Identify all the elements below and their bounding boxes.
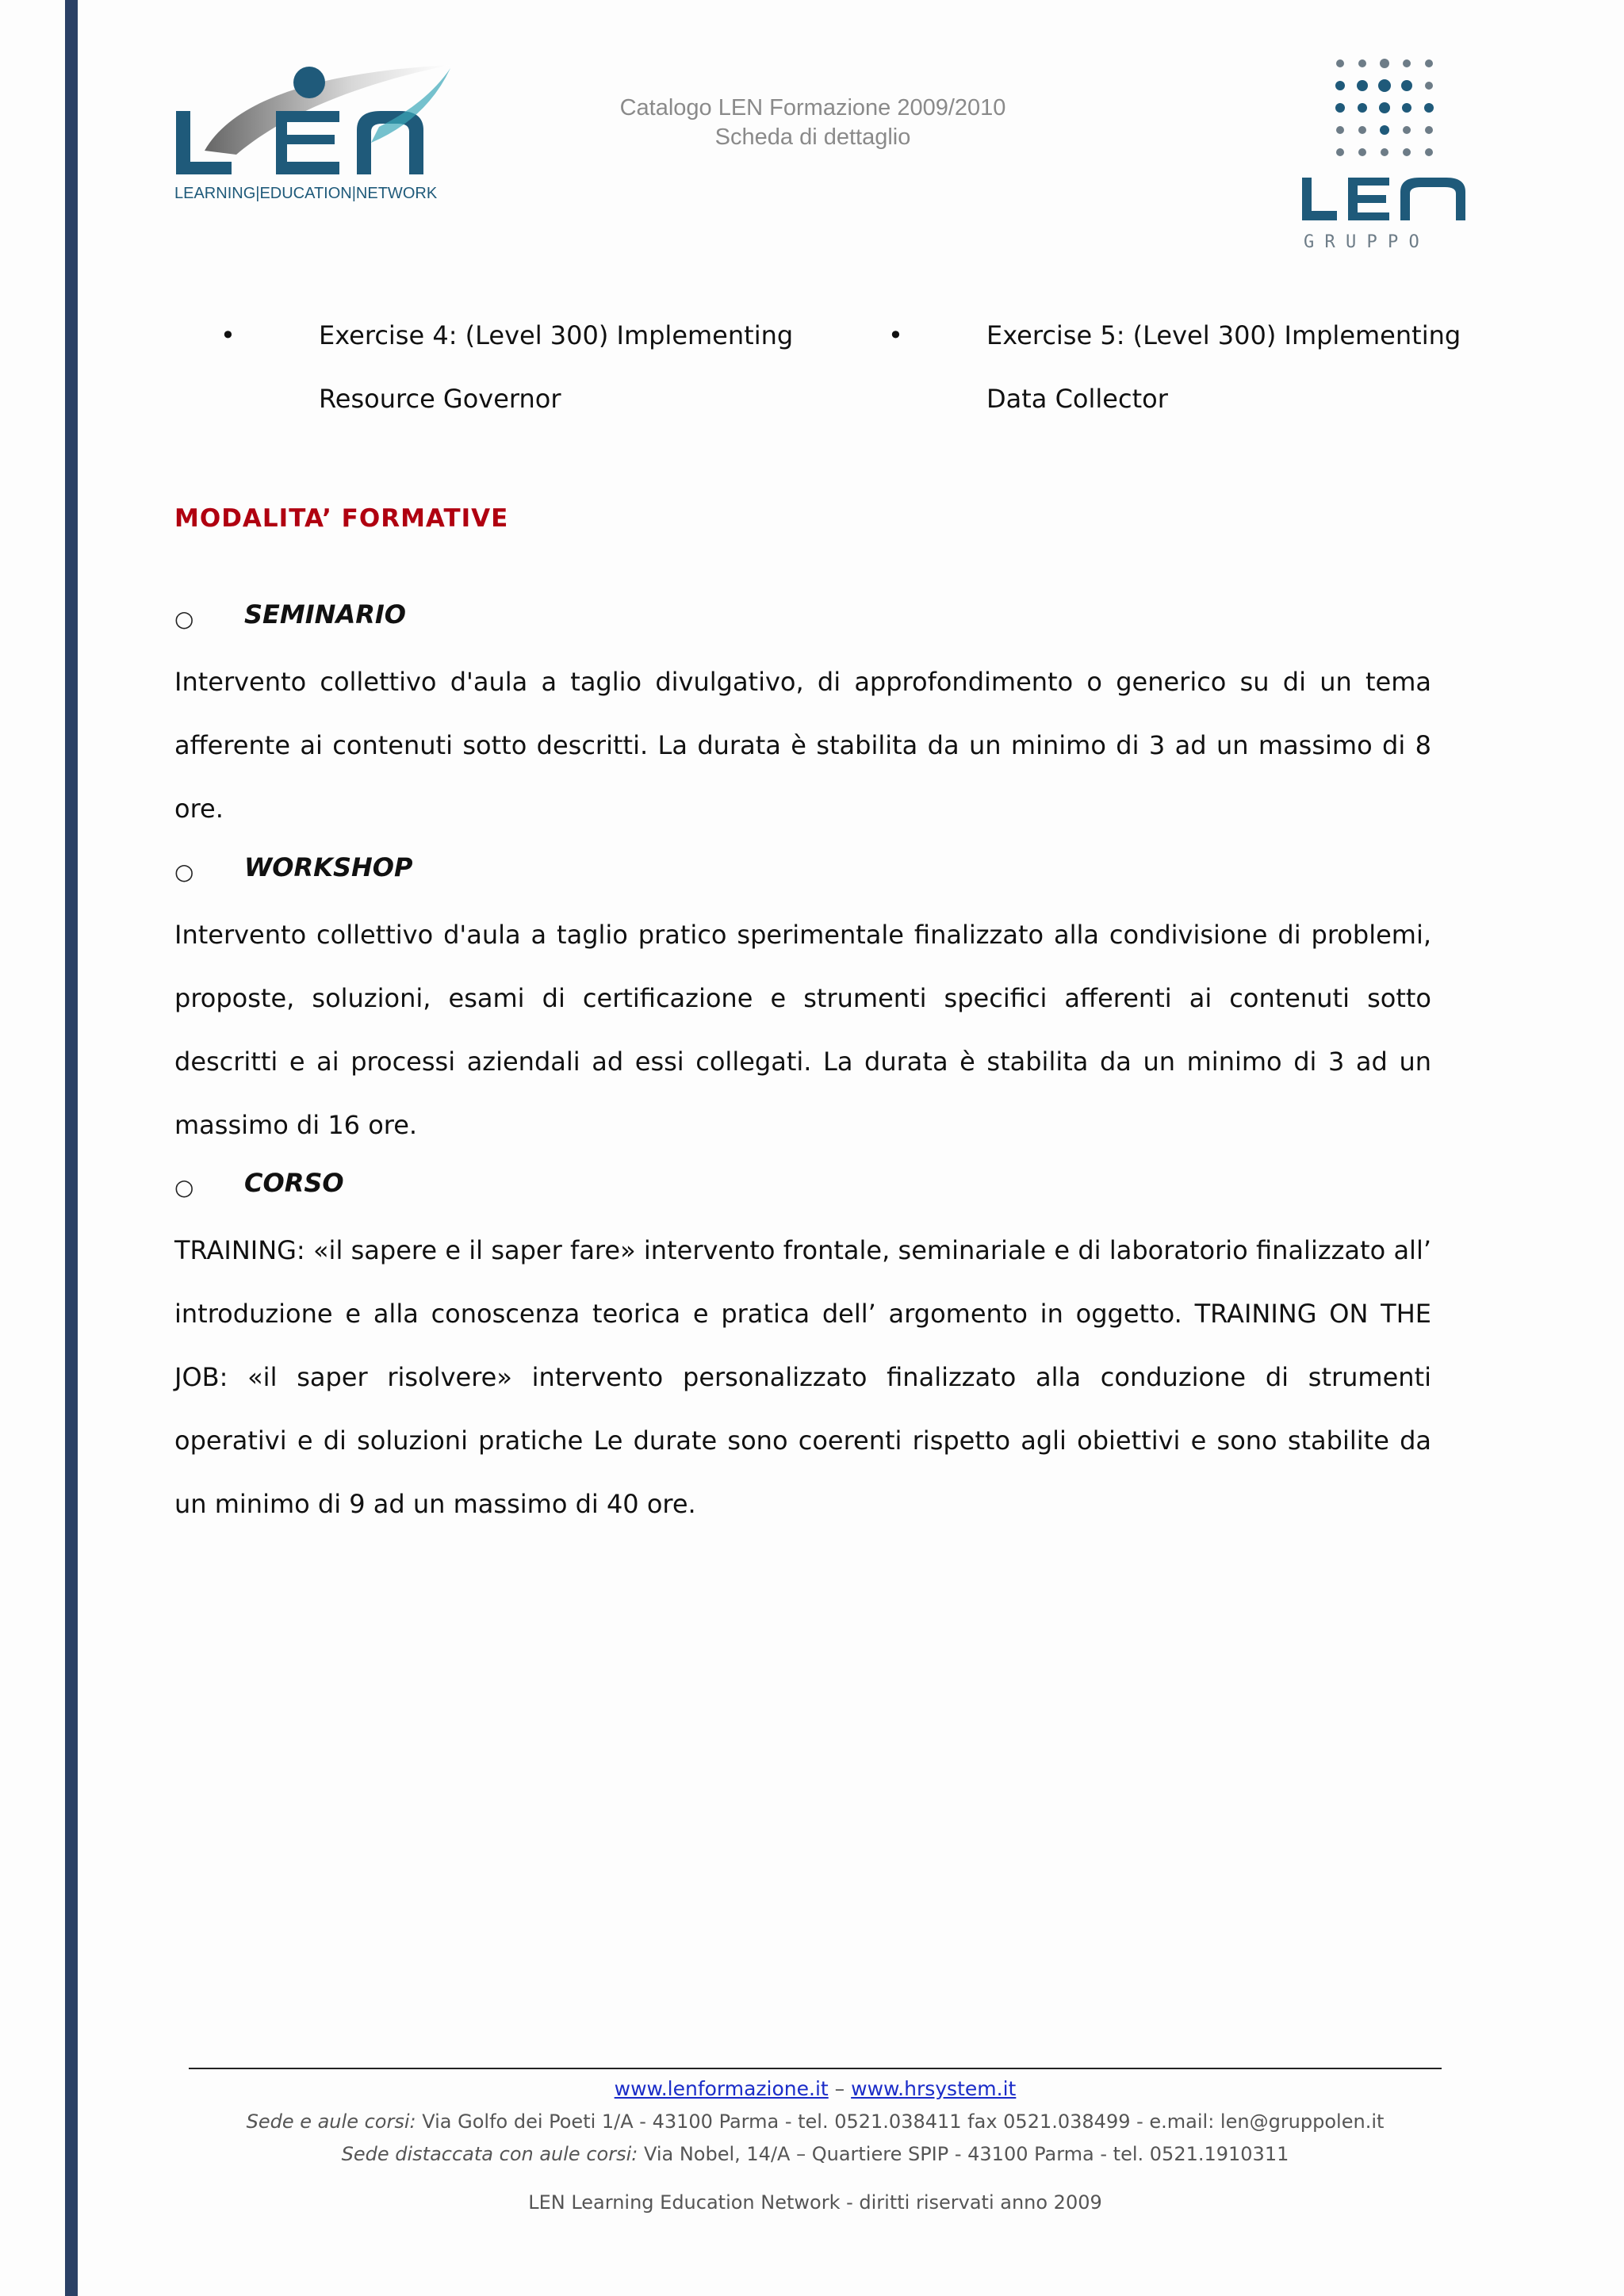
left-logo-tagline: LEARNING|EDUCATION|NETWORK bbox=[174, 185, 438, 202]
sede-text: Via Golfo dei Poeti 1/A - 43100 Parma - tel. 0521.038411 fax 0521.038499 - e.mail: len@gruppolen.it bbox=[416, 2110, 1385, 2133]
section-title: MODALITA’ FORMATIVE bbox=[174, 504, 509, 533]
sede-label: Sede e aule corsi: bbox=[246, 2110, 416, 2133]
right-logo-tagline: G R U P P O bbox=[1304, 232, 1419, 252]
exercise-text: Exercise 5: (Level 300) Implementing Data Collector bbox=[986, 320, 1461, 414]
link-separator: – bbox=[828, 2077, 852, 2100]
footer-address bbox=[189, 2110, 1442, 2133]
mode-label: CORSO bbox=[244, 1168, 344, 1198]
mode-label: WORKSHOP bbox=[244, 852, 413, 882]
exercise-item bbox=[220, 304, 810, 430]
sede2-text: Via Nobel, 14/A – Quartiere SPIP - 43100 Parma - tel. 0521.1910311 bbox=[638, 2143, 1289, 2165]
exercise-text: Exercise 4: (Level 300) Implementing Resource Governor bbox=[319, 320, 794, 414]
exercise-item bbox=[888, 304, 1478, 430]
footer-links bbox=[189, 2077, 1442, 2100]
mode-description: Intervento collettivo d'aula a taglio divulgativo, di approfondimento o generico su di un tema afferente ai contenuti sotto descritti. La durata è stabilita da un minimo di 3 ad un massimo di 8 ore. bbox=[174, 667, 1431, 824]
catalog-title: Catalogo LEN Formazione 2009/2010 bbox=[619, 95, 1006, 121]
circle-bullet-icon: ○ bbox=[174, 606, 194, 632]
document-header bbox=[555, 94, 1071, 152]
mode-description: TRAINING: «il sapere e il saper fare» intervento frontale, seminariale e di laboratorio finalizzato all’ introduzione e alla conoscenza teorica e pratica dell’ argomento in oggetto. TRAINING ON THE JOB: «il saper risolvere» intervento personalizzato finalizzato alla conduzione di strumenti operativi e di soluzioni pratiche Le durate sono coerenti rispetto agli obiettivi e sono stabilite da un minimo di 9 ad un massimo di 40 ore. bbox=[174, 1235, 1431, 1519]
footer-divider bbox=[189, 2068, 1442, 2069]
footer-copyright: LEN Learning Education Network - diritti riservati anno 2009 bbox=[528, 2191, 1102, 2214]
len-gruppo-logo bbox=[1293, 54, 1483, 252]
mode-description: Intervento collettivo d'aula a taglio pratico sperimentale finalizzato alla condivisione di problemi, proposte, soluzioni, esami di certificazione e strumenti specifici afferenti ai contenuti sotto descritti e ai processi aziendali ad essi collegati. La durata è stabilita da un minimo di 3 ad un massimo di 16 ore. bbox=[174, 920, 1431, 1140]
bullet-icon: • bbox=[888, 320, 903, 350]
footer-branch-address bbox=[189, 2143, 1442, 2165]
hrsystem-link[interactable]: www.hrsystem.it bbox=[851, 2077, 1017, 2100]
sede2-label: Sede distaccata con aule corsi: bbox=[341, 2143, 638, 2165]
circle-bullet-icon: ○ bbox=[174, 859, 194, 885]
lenformazione-link[interactable]: www.lenformazione.it bbox=[614, 2077, 829, 2100]
bullet-icon: • bbox=[220, 320, 236, 350]
circle-bullet-icon: ○ bbox=[174, 1174, 194, 1200]
len-logo-left bbox=[173, 63, 458, 206]
mode-label: SEMINARIO bbox=[244, 599, 406, 629]
catalog-subtitle: Scheda di dettaglio bbox=[714, 124, 911, 150]
page-left-border bbox=[65, 0, 78, 2296]
